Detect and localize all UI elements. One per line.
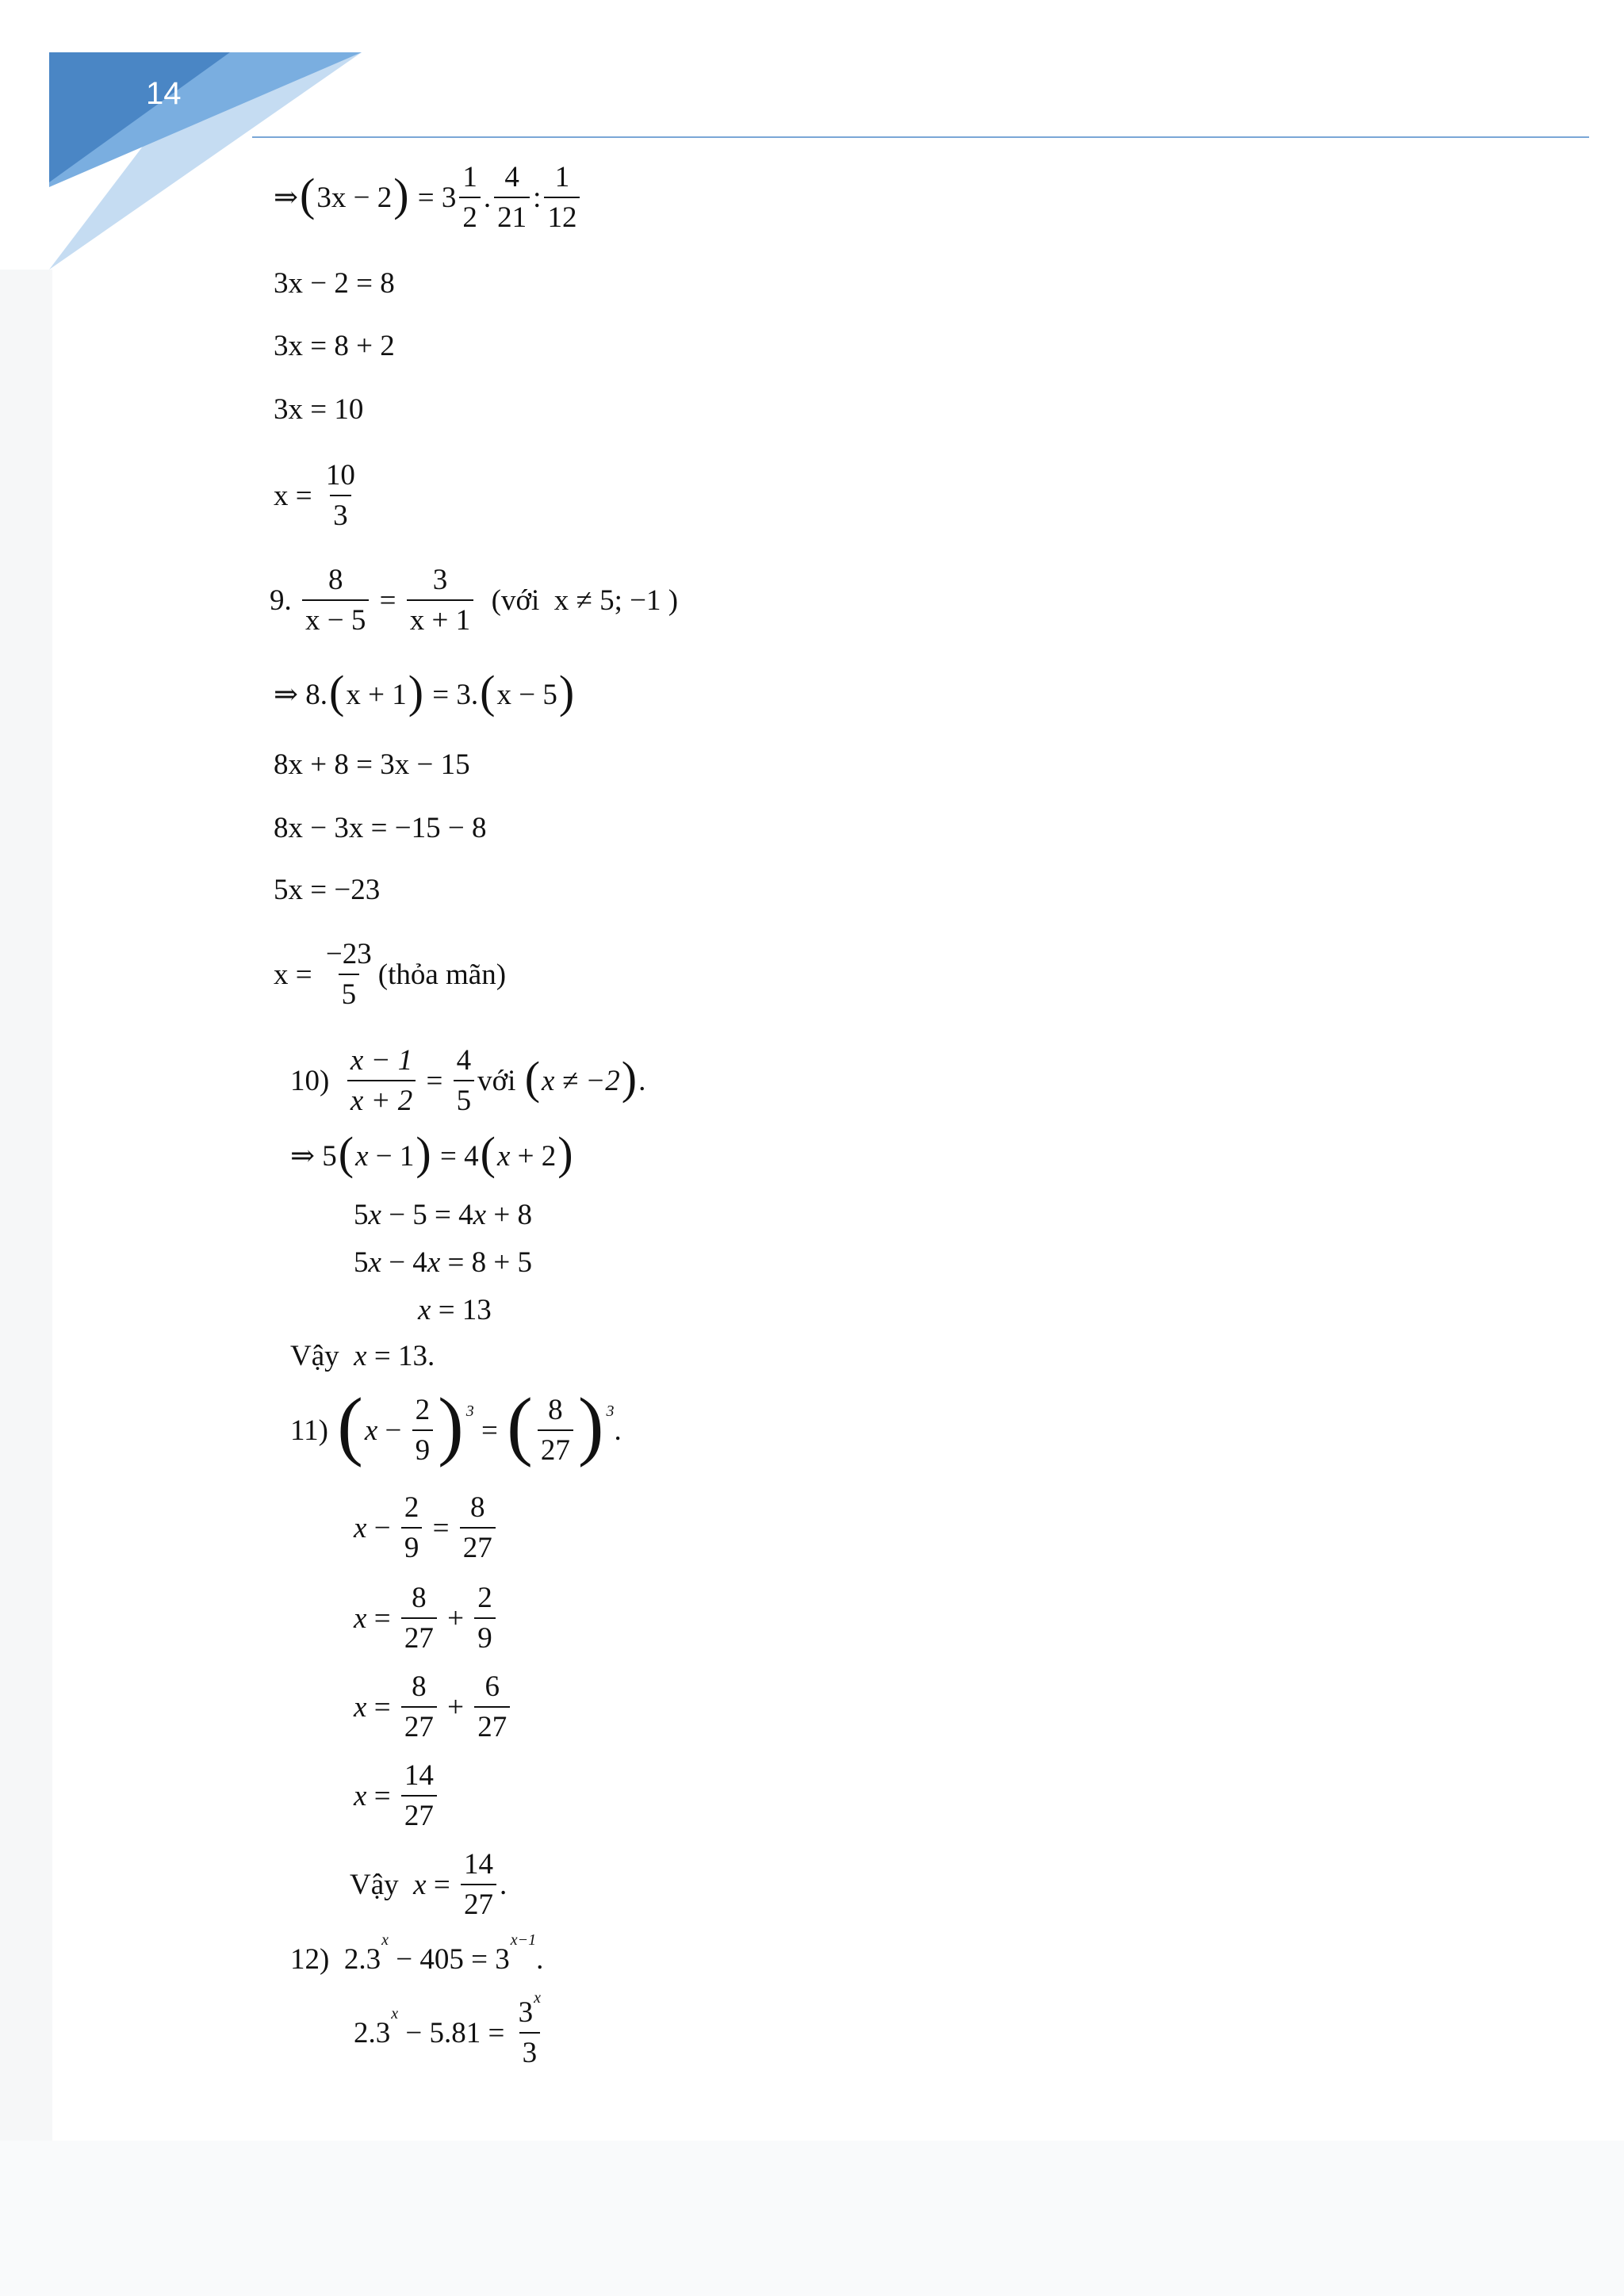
- math-text: .: [638, 1064, 646, 1097]
- numerator: 1: [554, 161, 570, 193]
- math-text: −: [377, 1414, 409, 1447]
- math-text: = 13.: [366, 1339, 435, 1372]
- denominator: 5: [339, 974, 360, 1009]
- parenthesis: (: [338, 1127, 354, 1179]
- math-text: Vậy: [290, 1339, 354, 1372]
- math-line: [274, 155, 583, 239]
- math-text: x =: [274, 958, 320, 991]
- exponent: x: [391, 2005, 399, 2022]
- parenthesis: ): [557, 1127, 573, 1179]
- math-text: + 8: [486, 1198, 532, 1231]
- math-line: [290, 1039, 645, 1123]
- math-text: x: [418, 1293, 431, 1326]
- math-text: − 405 = 3: [388, 1942, 510, 1976]
- math-line: [354, 1665, 513, 1749]
- denominator: 27: [401, 1617, 437, 1653]
- parenthesis: ): [558, 666, 575, 718]
- math-text: − 5.81 =: [398, 2016, 512, 2049]
- exponent: x: [381, 1931, 389, 1949]
- math-line: [274, 932, 506, 1016]
- math-text: Vậy: [350, 1868, 414, 1901]
- fraction: [323, 939, 375, 1009]
- math-text: =: [426, 1868, 458, 1901]
- math-text: = 3: [410, 181, 457, 214]
- math-text: .: [483, 181, 492, 214]
- math-text: x ≠ −2: [542, 1064, 620, 1097]
- math-text: = 13: [431, 1293, 492, 1326]
- fraction: [302, 565, 369, 635]
- fraction: [474, 1672, 510, 1742]
- math-text: −: [366, 1511, 398, 1544]
- math-text: x: [473, 1198, 487, 1231]
- math-text: 3x − 2: [316, 181, 393, 214]
- denominator: 27: [460, 1527, 496, 1563]
- numerator: 4: [504, 161, 519, 193]
- math-line: [274, 267, 395, 299]
- exponent: x−1: [510, 1931, 537, 1949]
- math-text: − 1: [368, 1139, 415, 1173]
- math-line: [290, 1384, 622, 1476]
- math-text: =: [419, 1064, 450, 1097]
- math-text: 5: [354, 1198, 369, 1231]
- math-text: x: [355, 1139, 369, 1173]
- big-parenthesis: (: [337, 1383, 363, 1468]
- math-text: x: [354, 1779, 367, 1812]
- math-line: [354, 1576, 499, 1660]
- numerator: 2: [477, 1582, 492, 1614]
- math-text: .: [536, 1942, 544, 1976]
- corner-decoration: [0, 0, 381, 285]
- math-text: 8x − 3x = −15 − 8: [274, 811, 487, 844]
- parenthesis: (: [300, 169, 316, 220]
- math-line: [270, 558, 678, 642]
- parenthesis: ): [393, 169, 409, 220]
- numerator: 14: [404, 1759, 434, 1792]
- denominator: 27: [474, 1706, 510, 1742]
- denominator: 9: [401, 1527, 423, 1563]
- math-line: [354, 1486, 499, 1570]
- fraction: [544, 163, 580, 232]
- denominator: 27: [401, 1795, 437, 1831]
- math-text: 9.: [270, 584, 299, 617]
- denominator: 3: [519, 2032, 541, 2068]
- math-text: =: [366, 1690, 398, 1724]
- math-line: [354, 1246, 532, 1278]
- math-text: = 8 + 5: [440, 1246, 532, 1279]
- numerator: 8: [327, 564, 343, 596]
- numerator: x − 1: [350, 1044, 413, 1077]
- numerator: 2: [404, 1491, 419, 1524]
- denominator: 27: [538, 1429, 573, 1465]
- numerator: 8: [412, 1582, 427, 1614]
- fraction: [407, 565, 473, 635]
- numerator: 14: [463, 1848, 493, 1881]
- math-text: =: [372, 584, 404, 617]
- fraction: [515, 1989, 544, 2069]
- math-line: [274, 393, 363, 425]
- fraction: [401, 1761, 437, 1831]
- math-text: + 2: [510, 1139, 557, 1173]
- denominator: x + 2: [347, 1080, 416, 1115]
- fraction: [461, 1850, 496, 1919]
- math-text: =: [473, 1414, 506, 1447]
- fraction: [401, 1583, 437, 1653]
- fraction: [412, 1395, 434, 1465]
- math-text: x + 1: [346, 678, 407, 711]
- math-line: [290, 1340, 435, 1372]
- denominator: 2: [459, 197, 481, 232]
- math-text: 5: [354, 1246, 369, 1279]
- math-text: (với x ≠ 5; −1 ): [477, 584, 679, 617]
- math-text: x: [354, 1690, 367, 1724]
- math-text: = 4: [432, 1139, 479, 1173]
- denominator: 27: [401, 1706, 437, 1742]
- parenthesis: ): [416, 1127, 431, 1179]
- exponent: 3: [465, 1402, 474, 1420]
- denominator: x + 1: [407, 599, 473, 635]
- math-text: 12) 2.3: [290, 1942, 381, 1976]
- math-text: 3x − 2 = 8: [274, 266, 395, 300]
- math-text: 8x + 8 = 3x − 15: [274, 748, 470, 781]
- fraction: [454, 1046, 475, 1115]
- denominator: 21: [494, 197, 530, 232]
- math-text: x: [354, 1601, 367, 1635]
- math-text: +: [439, 1601, 472, 1635]
- math-line: [274, 330, 395, 362]
- math-line: [274, 812, 486, 844]
- fraction: [401, 1493, 423, 1563]
- numerator: −23: [325, 938, 372, 970]
- numerator: 8: [469, 1491, 485, 1524]
- math-text: :: [533, 181, 542, 214]
- math-text: x =: [274, 479, 320, 512]
- base: 3: [518, 1996, 534, 2029]
- numerator: 2: [415, 1394, 431, 1426]
- math-text: 5x = −23: [274, 873, 381, 906]
- math-text: 10): [290, 1064, 344, 1097]
- parenthesis: ): [408, 666, 424, 718]
- math-text: 3x = 8 + 2: [274, 329, 395, 362]
- math-line: [354, 1754, 440, 1838]
- big-parenthesis: ): [438, 1383, 464, 1468]
- fraction: [401, 1672, 437, 1742]
- math-text: +: [439, 1690, 472, 1724]
- math-line: [354, 1987, 547, 2079]
- math-line: [418, 1294, 492, 1326]
- denominator: 9: [412, 1429, 434, 1465]
- math-text: 2.3: [354, 2016, 391, 2049]
- math-text: 11): [290, 1414, 336, 1447]
- math-text: x − 5: [496, 678, 557, 711]
- numerator: [515, 1989, 544, 2032]
- big-parenthesis: (: [507, 1383, 533, 1468]
- numerator: 8: [548, 1394, 563, 1426]
- math-text: ⇒ 5: [290, 1139, 337, 1173]
- math-line: [290, 1127, 575, 1179]
- numerator: 8: [412, 1670, 427, 1703]
- math-text: − 4: [381, 1246, 427, 1279]
- page-number: 14: [146, 76, 182, 111]
- math-text: − 5 = 4: [381, 1198, 473, 1231]
- math-text: 3x = 10: [274, 392, 364, 426]
- parenthesis: (: [480, 666, 496, 718]
- math-text: (thỏa mãn): [377, 958, 507, 991]
- math-text: x: [427, 1246, 441, 1279]
- fraction: [474, 1583, 496, 1653]
- math-text: x: [364, 1414, 378, 1447]
- math-text: x: [413, 1868, 427, 1901]
- parenthesis: (: [329, 666, 345, 718]
- math-text: x: [368, 1198, 381, 1231]
- numerator: 4: [456, 1044, 472, 1077]
- math-text: x: [354, 1339, 367, 1372]
- parenthesis: (: [524, 1052, 541, 1104]
- math-line: [274, 748, 470, 780]
- math-line: [290, 1931, 544, 1979]
- bottom-shade: [0, 2141, 1624, 2296]
- math-line: [354, 1199, 532, 1230]
- math-text: =: [425, 1511, 457, 1544]
- numerator: 6: [485, 1670, 500, 1703]
- denominator: 3: [330, 495, 351, 530]
- exponent: x: [534, 1989, 542, 2007]
- math-text: =: [366, 1779, 398, 1812]
- big-parenthesis: ): [577, 1383, 604, 1468]
- math-text: .: [499, 1868, 508, 1901]
- header-rule: [252, 136, 1589, 138]
- math-line: [274, 874, 380, 905]
- math-text: ⇒: [274, 181, 299, 214]
- math-line: [274, 453, 362, 538]
- math-text: x: [368, 1246, 381, 1279]
- denominator: 27: [461, 1884, 496, 1919]
- denominator: x − 5: [302, 599, 369, 635]
- math-text: .: [614, 1414, 622, 1447]
- fraction: [494, 163, 530, 232]
- math-text: =: [366, 1601, 398, 1635]
- numerator: 1: [462, 161, 477, 193]
- math-text: x: [496, 1139, 511, 1173]
- left-margin-shade: [0, 270, 52, 2296]
- math-line: [274, 666, 576, 718]
- fraction: [459, 163, 481, 232]
- math-text: = 3.: [425, 678, 479, 711]
- fraction: [323, 461, 358, 530]
- numerator: 3: [432, 564, 448, 596]
- math-line: [350, 1843, 507, 1927]
- denominator: 9: [474, 1617, 496, 1653]
- fraction: [460, 1493, 496, 1563]
- denominator: 5: [454, 1080, 475, 1115]
- fraction: [538, 1395, 573, 1465]
- denominator: 12: [544, 197, 580, 232]
- numerator: 10: [325, 459, 355, 492]
- parenthesis: (: [480, 1127, 496, 1179]
- math-text: x: [354, 1511, 367, 1544]
- parenthesis: ): [621, 1052, 638, 1104]
- exponent: 3: [606, 1402, 615, 1420]
- fraction: [347, 1046, 416, 1115]
- math-text: ⇒ 8.: [274, 678, 328, 711]
- math-text: với: [477, 1064, 523, 1097]
